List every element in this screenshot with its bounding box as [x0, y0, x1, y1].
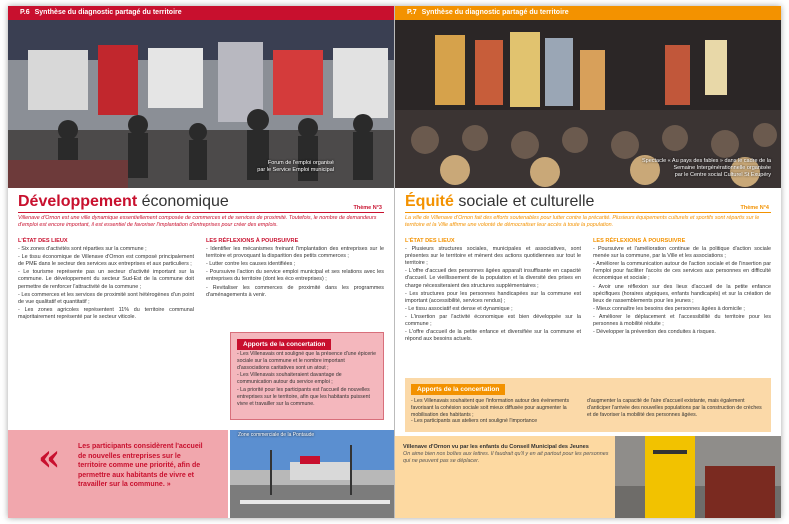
- list-item: - Les zones agricoles représentent 11% du territoire communal majoritairement représenté par le secteur viticole.: [18, 306, 194, 320]
- right-section-title: Équité sociale et culturelle: [405, 193, 595, 210]
- right-page-number: P.7: [407, 9, 417, 16]
- left-concertation-box: [230, 332, 384, 420]
- left-intro: Villenave d'Ornon est une ville dynamique essentiellement composée de commerces et de services de proximité. Toutefois, le nombre de demandeurs d'emploi est encore important, il est essentiel de favoriser l'implantation d'entreprises pour créer des emplois.: [18, 215, 377, 228]
- left-title-rule: [18, 212, 384, 213]
- right-reflections-column: [593, 238, 771, 337]
- right-state-heading: L'ÉTAT DES LIEUX: [405, 238, 455, 244]
- right-concertation-title: Apports de la concertation: [411, 384, 505, 395]
- right-quote-text: On aime bien nos boîtes aux lettres. Il faudrait qu'il y en ait partout pour les personnes qui ne peuvent pas se déplacer.: [403, 451, 609, 464]
- list-item: - Les participants aux ateliers ont souligné l'importance: [411, 418, 538, 425]
- list-item: - Améliorer le déplacement et l'accessibilité du territoire pour les personnes à mobilité réduite ;: [593, 313, 771, 328]
- right-concertation-box: [405, 378, 771, 432]
- list-item: - Revitaliser les commerces de proximité dans les programmes d'aménagements à venir.: [206, 284, 384, 298]
- right-photo-caption: Spectacle « Au pays des fables » dans le cadre de la Semaine Intergénérationnelle organisée par le Centre social Culturel St Exupéry: [641, 158, 771, 178]
- right-banner-text: Synthèse du diagnostic partagé du territoire: [421, 9, 569, 16]
- commercial-zone-caption: Zone commerciale de la Pontaude: [238, 432, 315, 438]
- right-quote-text-group: [403, 444, 613, 465]
- list-item: - Le tourisme représente pas un secteur d'activité important sur la commune. Le développement du secteur Sud-Est de la commune doit permettre de renforcer l'attractivité de la commune ;: [18, 269, 194, 290]
- quote-mark: «: [38, 437, 61, 479]
- list-item: - Améliorer la communication autour de l'action sociale et de l'insertion par l'emploi pour faciliter l'accès de ces services aux personnes en difficulté économique et sociale ;: [593, 261, 771, 282]
- list-item: - La priorité pour les participants est l'accueil de nouvelles entreprises sur le territoire, afin que les habitants puissent vivre et travailler sur la commune.: [237, 386, 370, 407]
- list-item: - Mieux connaître les besoins des personnes âgées à domicile ;: [593, 305, 745, 312]
- right-title-rule: [405, 212, 771, 213]
- list-item: - L'offre d'accueil de la petite enfance et diversifiée sur la commune et répond aux besoins actuels.: [405, 329, 581, 343]
- list-item: - L'offre d'accueil des personnes âgées apparaît insuffisante en capacité d'accueil. Le vieillissement de la population et la diversité des prises en charge nécessiteraient des structures supplémentaires ;: [405, 268, 581, 289]
- left-page: [8, 6, 394, 518]
- list-item: - Les Villenavais ont souligné que la présence d'une épicerie sociale sur la commune et le nombre important d'associations caritatives sont un atout ;: [237, 351, 377, 371]
- right-banner: [395, 6, 781, 20]
- list-item: - Lutter contre les causes identifiées ;: [206, 261, 296, 268]
- list-item: - Développer la prévention des conduites à risques.: [593, 329, 716, 336]
- right-theme-label: Thème N°4: [740, 205, 769, 211]
- right-state-column: [405, 238, 581, 344]
- right-page: [395, 6, 781, 518]
- list-item: - Les Villenavais souhaiteraient davantage de communication autour du service emploi ;: [237, 372, 342, 386]
- right-quote-title: Villenave d'Ornon vu par les enfants du Conseil Municipal des Jeunes: [403, 444, 589, 450]
- left-quote-text: Les participants considèrent l'accueil de nouvelles entreprises sur le territoire comme une priorité, afin de permettre aux habitants de vivre et travailler sur la commune. »: [78, 443, 203, 489]
- left-theme-label: Thème N°3: [353, 205, 382, 211]
- list-item: - Les Villenavais souhaitent que l'information autour des événements favorisant la cohésion sociale soit mieux diffusée pour augmenter la mobilisation des habitants ;: [411, 398, 570, 418]
- right-reflections-heading: LES RÉFLEXIONS À POURSUIVRE: [593, 238, 686, 244]
- list-item: - Le tissu associatif est dense et dynamique ;: [405, 305, 513, 312]
- commercial-zone-photo: [230, 430, 394, 518]
- list-item: - L'insertion par l'activité économique est bien développée sur la commune ;: [405, 313, 581, 328]
- left-quote-block: [8, 430, 228, 518]
- left-state-heading: L'ÉTAT DES LIEUX: [18, 238, 68, 244]
- left-section-title: Développement économique: [18, 193, 229, 210]
- job-forum-photo: [8, 20, 394, 188]
- list-item: - Poursuivre et l'amélioration continue de la politique d'action sociale menée sur la commune, par la Ville et les associations ;: [593, 246, 771, 260]
- list-item: - Poursuivre l'action du service emploi municipal et ses relations avec les entreprises du territoire (dont les éco entreprises) ;: [206, 269, 384, 283]
- left-state-column: [18, 238, 194, 322]
- right-intro: La ville de Villenave d'Ornon fait des efforts soutenables pour lutter contre la précarité. Plusieurs équipements culturels et sportifs sont répartis sur le territoire et la Ville affirme une volonté de démocratiser leur accès à toute la population.: [405, 215, 760, 228]
- list-item: - Les commerces et les services de proximité sont hétérogènes d'un point de vue qualitatif et quantitatif ;: [18, 291, 194, 305]
- list-item: - Les structures pour les personnes handicapées sur la commune est important (accessibilité, services rendus) ;: [405, 290, 581, 304]
- list-item: - Le tissu économique de Villenave d'Ornon est composé principalement de PME dans le secteur des services aux entreprises et aux particuliers ;: [18, 254, 194, 268]
- list-item: - Plusieurs structures sociales, municipales et associatives, sont présentes sur le territoire et mènent des actions quotidiennes sur tout le territoire ;: [405, 246, 581, 267]
- left-banner: [8, 6, 394, 20]
- left-banner-text: Synthèse du diagnostic partagé du territoire: [34, 9, 182, 16]
- left-page-number: P.6: [20, 9, 30, 16]
- left-reflections-column: [206, 238, 384, 300]
- left-concertation-title: Apports de la concertation: [237, 339, 331, 350]
- list-item: - Avoir une réflexion sur des lieux d'accueil de la petite enfance spécifiques (horaires atypiques, enfants handicapés) et sur la création de lieux de rassemblements pour les jeunes ;: [593, 283, 771, 304]
- list-item: d'augmenter la capacité de l'aire d'accueil existante, mais également d'anticiper l'arrivée des nouvelles populations par la construction de crèches et de favoriser la mobilité des personnes âgées.: [587, 398, 762, 418]
- list-item: - Identifier les mécanismes freinant l'implantation des entreprises sur le territoire et provoquant la disparition des petits commerces ;: [206, 246, 384, 260]
- left-reflections-heading: LES RÉFLEXIONS À POURSUIVRE: [206, 238, 299, 244]
- brochure-spread: [8, 6, 781, 518]
- right-quote-block: [395, 436, 781, 518]
- show-photo: [395, 20, 781, 188]
- list-item: - Six zones d'activités sont réparties sur la commune ;: [18, 246, 147, 253]
- left-photo-caption: Forum de l'emploi organisé par le Service Emploi municipal: [257, 160, 334, 173]
